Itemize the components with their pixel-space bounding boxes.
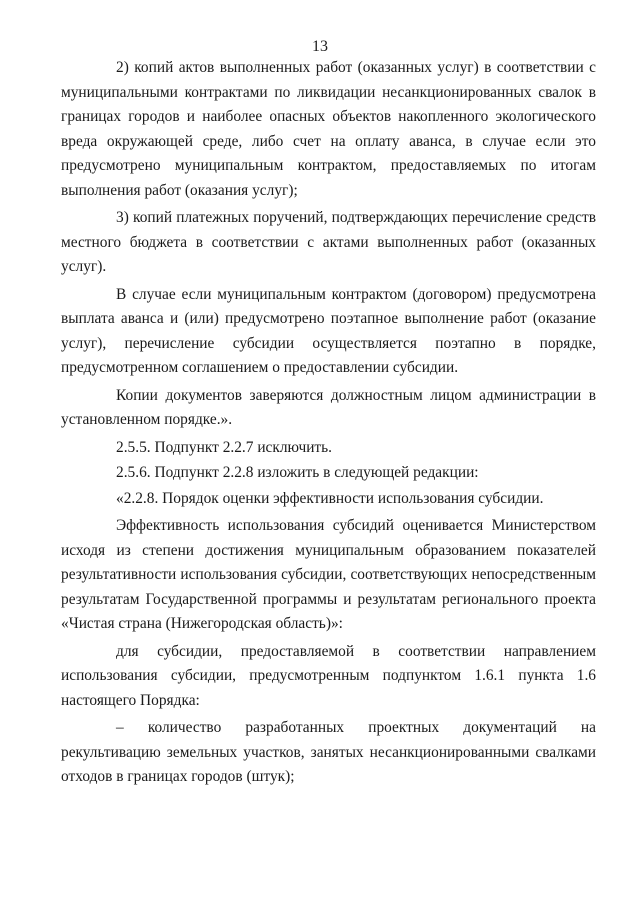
paragraph-item-2-acts: 2) копий актов выполненных работ (оказанных услуг) в соответствии с муниципальными контрактами по ликвидации несанкционированных свалок в границах городов и наиболее опасных объектов накопленного экологического вреда окружающей среде, либо счет на оплату аванса, в случае если это предусмотрено муниципальным контрактом, предоставляемых по итогам выполнения работ (оказания услуг);	[61, 59, 596, 199]
paragraph-document-certification: Копии документов заверяются должностным лицом администрации в установленном порядке.».	[61, 386, 596, 428]
paragraph-advance-payment: В случае если муниципальным контрактом (договором) предусмотрена выплата аванса и (или) предусмотрено поэтапное выполнение работ (оказание услуг), перечисление субсидии осуществляется поэтапно в порядке, предусмотренном соглашением о предоставлении субсидии.	[61, 285, 596, 376]
page-number: 13	[312, 38, 328, 55]
paragraph-2-2-8-heading: «2.2.8. Порядок оценки эффективности использования субсидии.	[116, 489, 544, 507]
paragraph-efficiency-evaluation: Эффективность использования субсидий оценивается Министерством исходя из степени достижения муниципальным образованием показателей результативности использования субсидии, соответствующих непосредственным результатам Государственной программы и результатам регионального проекта «Чистая страна (Нижегородская область)»:	[61, 517, 596, 632]
paragraph-2-5-6: 2.5.6. Подпункт 2.2.8 изложить в следующей редакции:	[116, 464, 479, 481]
paragraph-item-3-payment-orders: 3) копий платежных поручений, подтверждающих перечисление средств местного бюджета в соответствии с актами выполненных работ (оказанных услуг).	[61, 209, 596, 275]
paragraph-subsidy-direction: для субсидии, предоставляемой в соответствии направлением использования субсидии, предусмотренным подпунктом 1.6.1 пункта 1.6 настоящего Порядка:	[61, 642, 596, 709]
paragraph-2-5-5: 2.5.5. Подпункт 2.2.7 исключить.	[116, 438, 333, 456]
paragraph-indicator-project-docs: – количество разработанных проектных документаций на рекультивацию земельных участков, занятых несанкционированными свалками отходов в границах городов (штук);	[61, 719, 596, 785]
document-body	[61, 56, 596, 793]
